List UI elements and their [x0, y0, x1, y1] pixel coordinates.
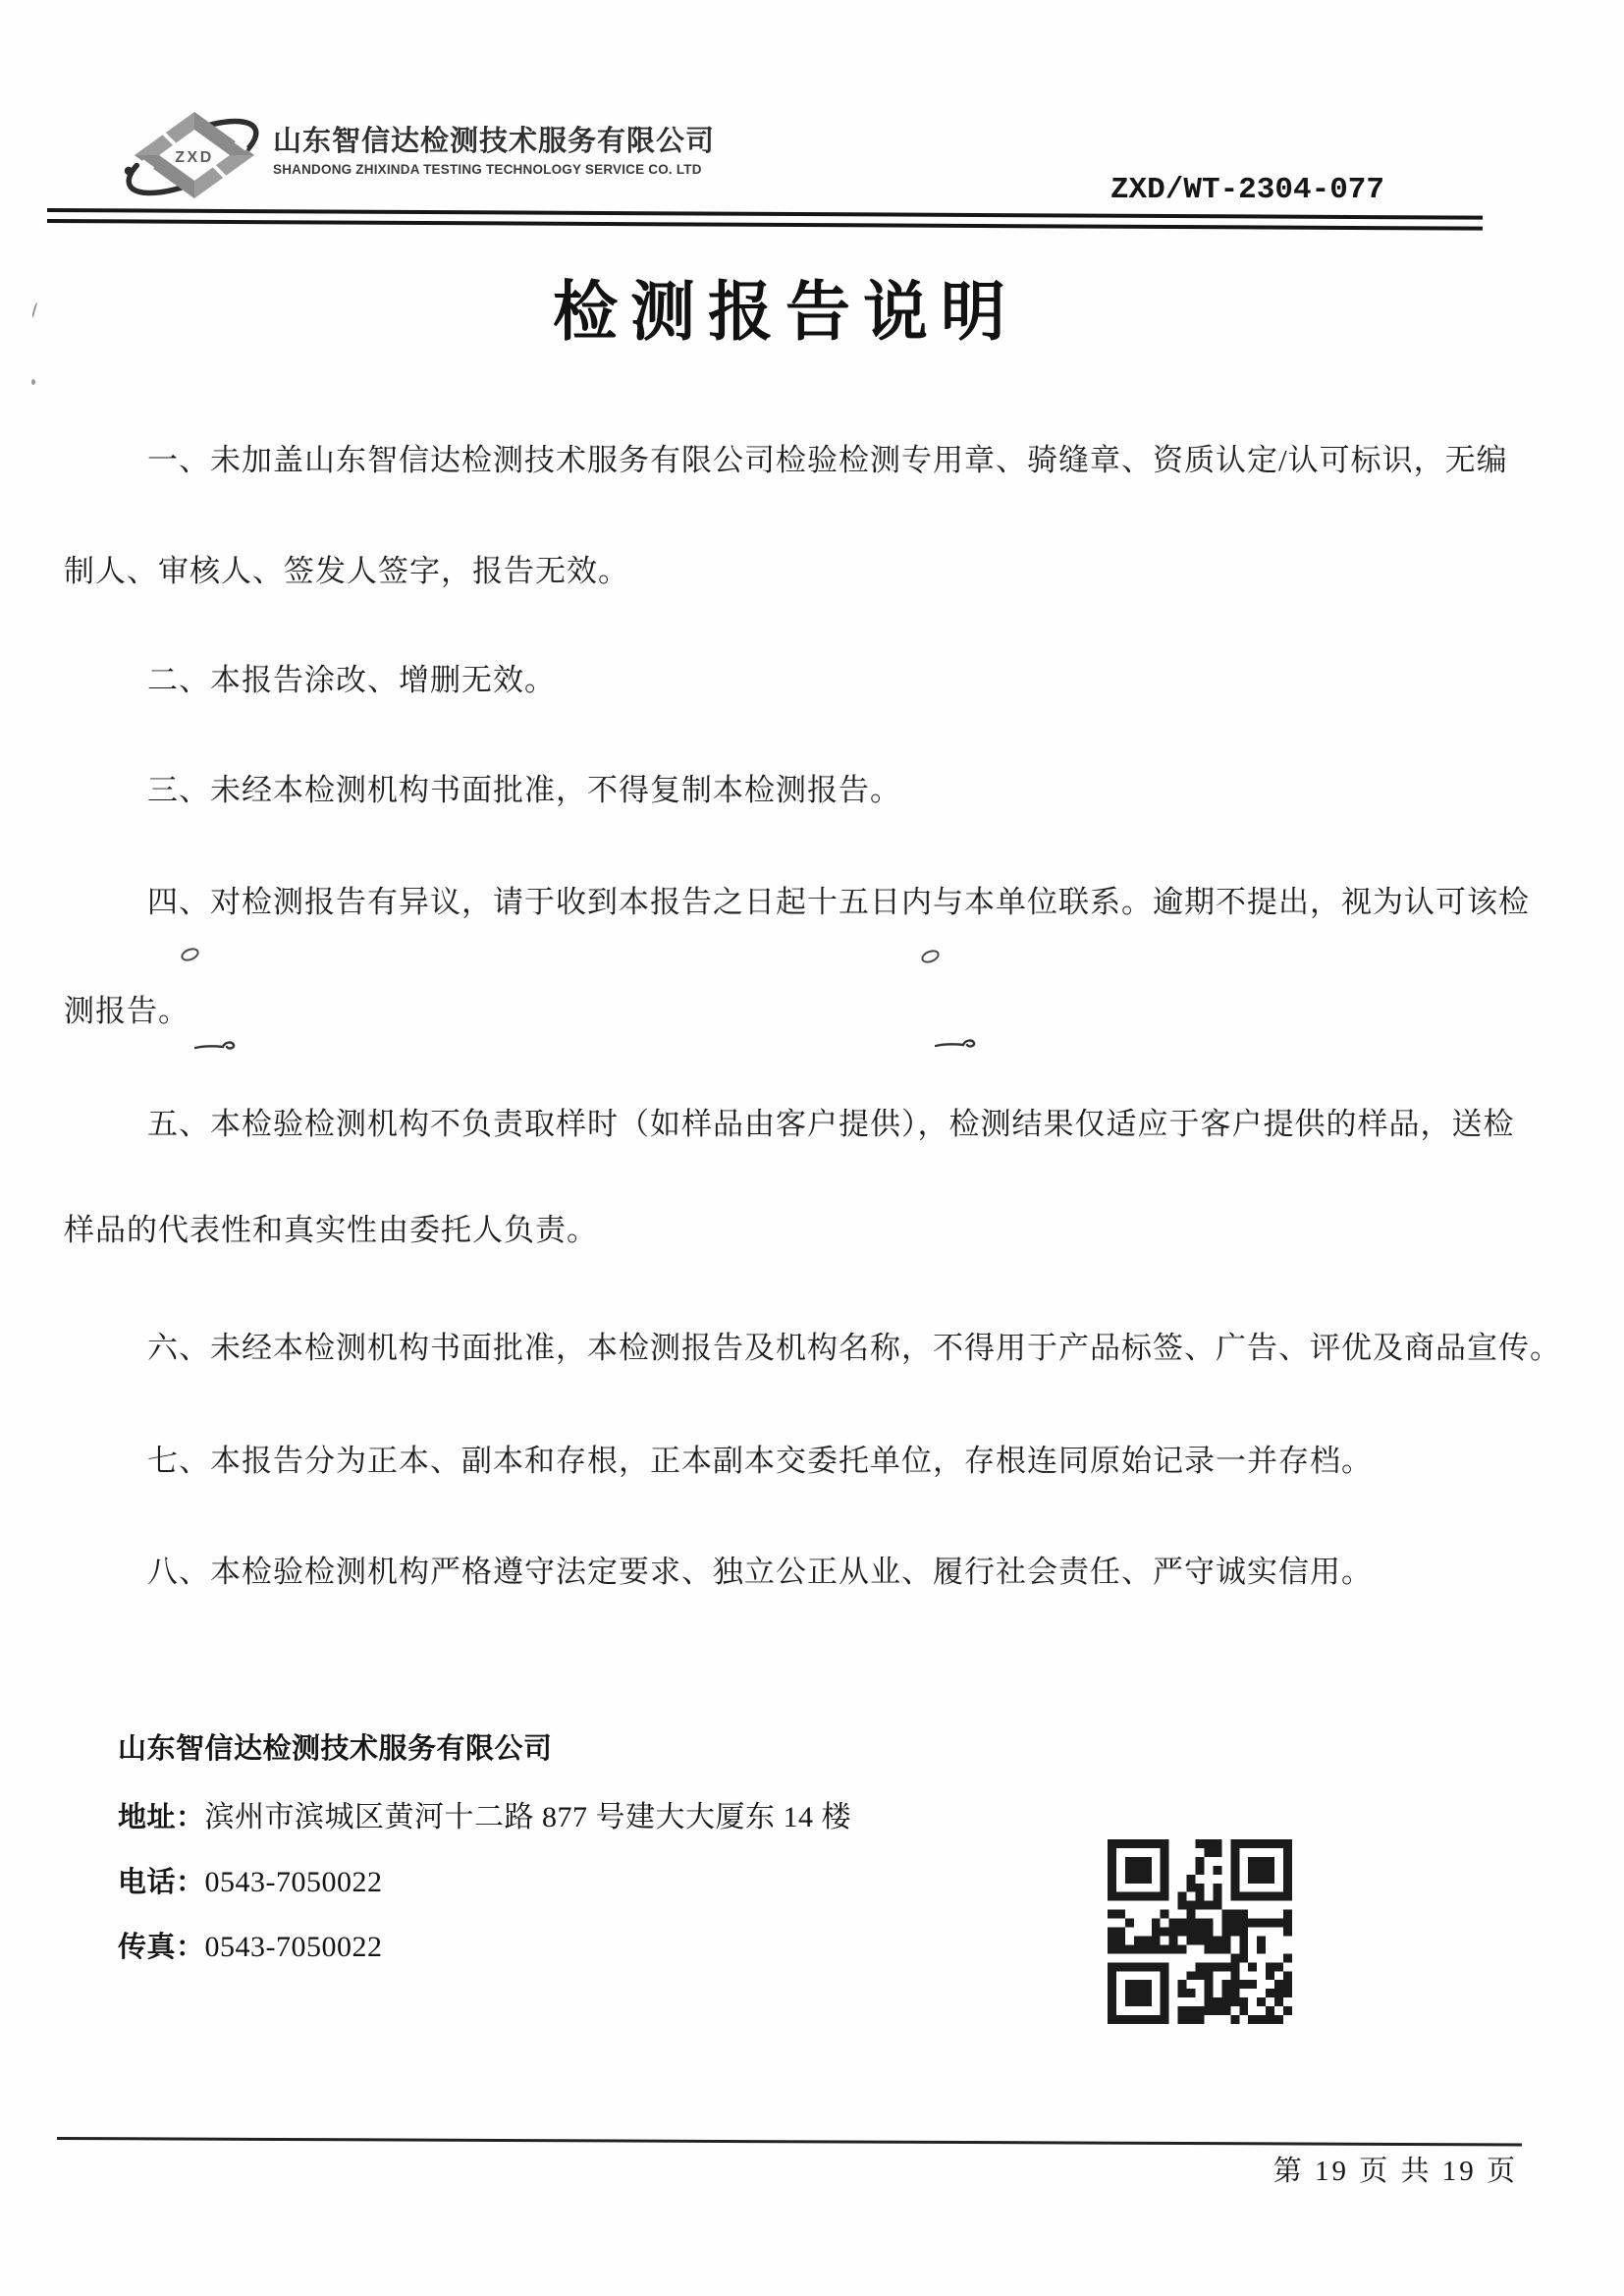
note-line: 七、本报告分为正本、副本和存根，正本副本交委托单位，存根连同原始记录一并存档。 — [147, 1444, 1373, 1478]
header-divider — [47, 208, 1483, 231]
company-logo-icon — [116, 106, 273, 204]
note-line: 六、未经本检测机构书面批准，本检测报告及机构名称，不得用于产品标签、广告、评优及商品宣传。 — [147, 1331, 1561, 1365]
note-line: 三、未经本检测机构书面批准，不得复制本检测报告。 — [147, 773, 901, 807]
address-label: 地址： — [118, 1802, 205, 1833]
footer-divider — [57, 2137, 1522, 2147]
scan-artifact — [935, 1037, 982, 1053]
address-value: 滨州市滨城区黄河十二路 877 号建大大厦东 14 楼 — [204, 1801, 852, 1833]
scan-artifact — [919, 948, 941, 965]
document-number: ZXD/WT-2304-077 — [1110, 173, 1384, 207]
contact-company: 山东智信达检测技术服务有限公司 — [118, 1733, 553, 1765]
company-name-en: SHANDONG ZHIXINDA TESTING TECHNOLOGY SERVICE CO. LTD — [273, 162, 702, 178]
scan-artifact — [179, 946, 200, 963]
note-line: 制人、审核人、签发人签字，报告无效。 — [64, 554, 629, 588]
company-name-cn: 山东智信达检测技术服务有限公司 — [273, 126, 716, 157]
note-line: 五、本检验检测机构不负责取样时（如样品由客户提供），检测结果仅适应于客户提供的样品，送检 — [147, 1107, 1515, 1141]
company-name-block — [273, 126, 784, 177]
note-line: 测报告。 — [64, 994, 189, 1028]
logo-text: ZXD — [175, 149, 214, 166]
note-line: 样品的代表性和真实性由委托人负责。 — [64, 1213, 598, 1247]
contact-phone — [118, 1860, 383, 1900]
qr-code — [1108, 1839, 1292, 2024]
phone-label: 电话： — [118, 1867, 205, 1898]
note-line: 一、未加盖山东智信达检测技术服务有限公司检验检测专用章、骑缝章、资质认定/认可标识，无编 — [147, 443, 1508, 477]
scan-artifact — [194, 1039, 242, 1055]
note-line: 四、对检测报告有异议，请于收到本报告之日起十五日内与本单位联系。逾期不提出，视为认可该检 — [147, 885, 1530, 919]
fax-value: 0543-7050022 — [204, 1931, 383, 1963]
scan-artifact — [31, 379, 35, 385]
fax-label: 传真： — [118, 1932, 205, 1963]
note-line: 二、本报告涂改、增删无效。 — [147, 663, 556, 697]
contact-fax — [118, 1925, 383, 1965]
note-line: 八、本检验检测机构严格遵守法定要求、独立公正从业、履行社会责任、严守诚实信用。 — [147, 1555, 1373, 1589]
contact-address — [118, 1792, 851, 1835]
page-title: 检测报告说明 — [553, 277, 1018, 349]
page-indicator: 第 19 页 共 19 页 — [1272, 2156, 1518, 2187]
phone-value: 0543-7050022 — [204, 1866, 383, 1898]
